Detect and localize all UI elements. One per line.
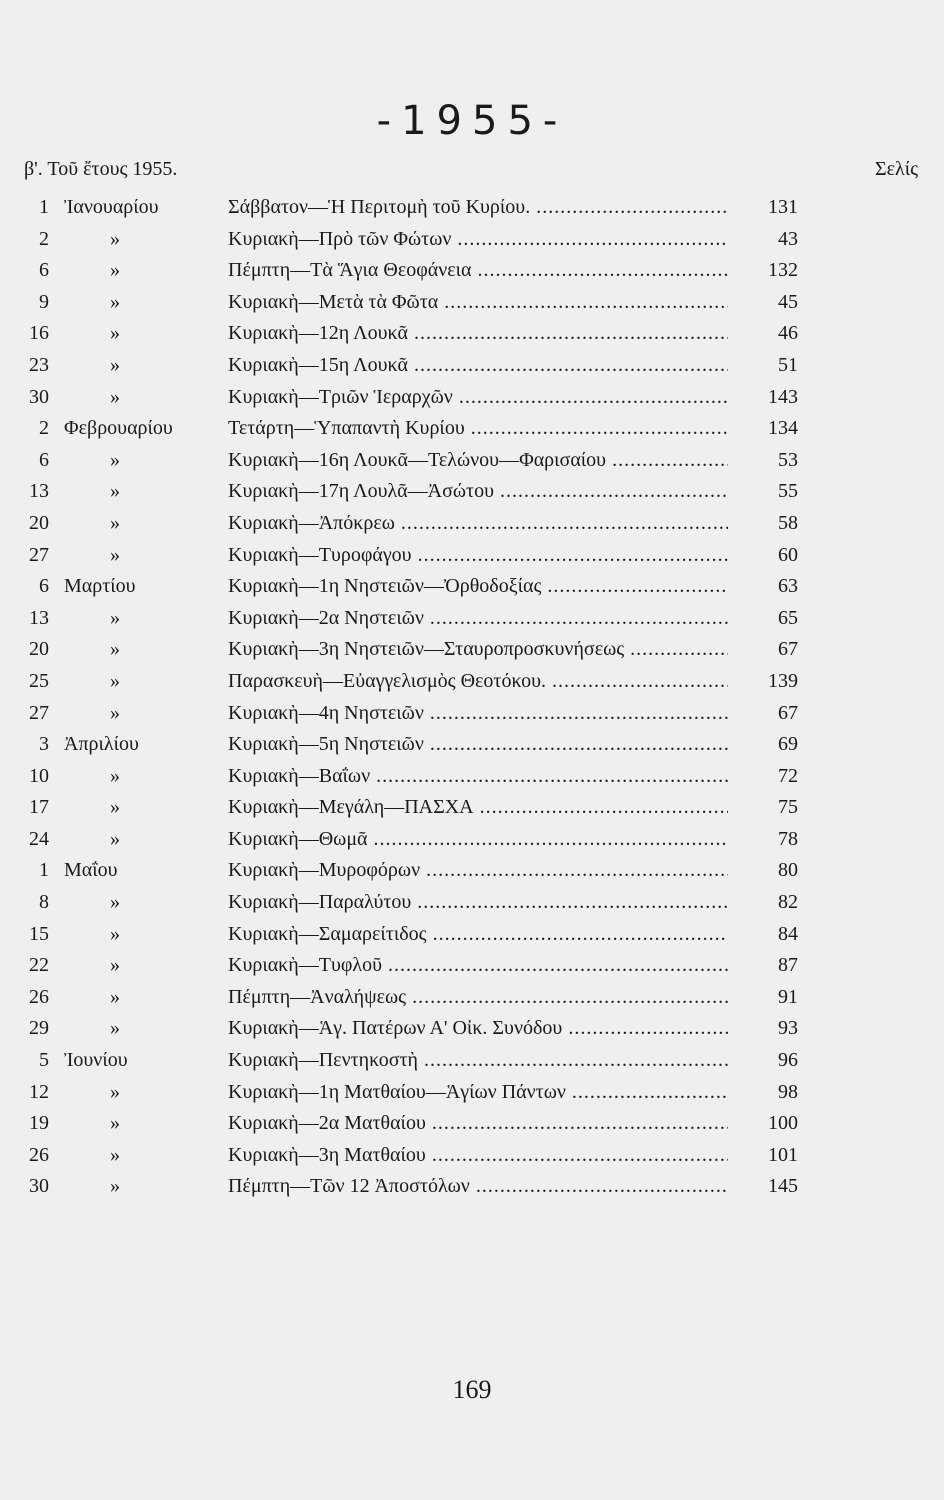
month-name: »: [110, 1080, 120, 1103]
day-number: 22: [29, 954, 49, 977]
day-number: 29: [29, 1017, 49, 1040]
list-item: [0, 792, 944, 824]
page-reference: 91: [778, 985, 798, 1008]
day-number: 6: [39, 575, 49, 598]
list-item: [0, 1140, 944, 1172]
day-number: 20: [29, 638, 49, 661]
month-name: »: [110, 669, 120, 692]
page-reference: 60: [778, 543, 798, 566]
page-reference: 143: [768, 385, 798, 408]
list-item: [0, 1045, 944, 1077]
page-reference: 75: [778, 796, 798, 819]
page-reference: 132: [768, 259, 798, 282]
feast-title: Κυριακὴ—5η Νηστειῶν .....: [228, 729, 728, 761]
month-name: Φεβρουαρίου: [64, 417, 173, 440]
feast-title: Κυριακὴ—Τριῶν Ἱεραρχῶν .....: [228, 382, 728, 414]
page-reference: 87: [778, 954, 798, 977]
feast-title: Κυριακὴ—Μεγάλη—ΠΑΣΧΑ .....: [228, 792, 728, 824]
month-name: »: [110, 638, 120, 661]
month-name: »: [110, 227, 120, 250]
page-reference: 43: [778, 227, 798, 250]
feast-title: Πέμπτη—Τὰ Ἅγια Θεοφάνεια .....: [228, 255, 728, 287]
list-item: [0, 255, 944, 287]
day-number: 27: [29, 701, 49, 724]
list-item: [0, 824, 944, 856]
day-number: 1: [39, 859, 49, 882]
day-number: 12: [29, 1080, 49, 1103]
list-item: [0, 1171, 944, 1203]
list-item: [0, 761, 944, 793]
feast-title: Κυριακὴ—Τυροφάγου .....: [228, 540, 728, 572]
feast-title: Κυριακὴ—Ἀπόκρεω .....: [228, 508, 728, 540]
page-reference: 69: [778, 733, 798, 756]
list-item: [0, 950, 944, 982]
list-item: [0, 887, 944, 919]
list-item: [0, 540, 944, 572]
page-reference: 96: [778, 1049, 798, 1072]
day-number: 6: [39, 448, 49, 471]
month-name: »: [110, 385, 120, 408]
month-name: »: [110, 827, 120, 850]
list-item: [0, 571, 944, 603]
page-reference: 100: [768, 1112, 798, 1135]
list-item: [0, 698, 944, 730]
feast-title: Κυριακὴ—Τυφλοῦ .....: [228, 950, 728, 982]
day-number: 1: [39, 196, 49, 218]
day-number: 13: [29, 480, 49, 503]
day-number: 9: [39, 290, 49, 313]
feast-title: Κυριακὴ—Βαΐων .....: [228, 761, 728, 793]
day-number: 30: [29, 385, 49, 408]
page-title-year: -1955-: [376, 98, 568, 144]
feast-title: Κυριακὴ—3η Νηστειῶν—Σταυροπροσκυνήσεως .....: [228, 634, 728, 666]
month-name: »: [110, 448, 120, 471]
feast-title: Κυριακὴ—Παραλύτου .....: [228, 887, 728, 919]
month-name: »: [110, 985, 120, 1008]
list-item: [0, 603, 944, 635]
day-number: 15: [29, 922, 49, 945]
month-name: Ἰανουαρίου: [64, 196, 159, 218]
list-item: [0, 982, 944, 1014]
list-item: [0, 1013, 944, 1045]
feast-title: Κυριακὴ—17η Λουλᾶ—Ἀσώτου .....: [228, 476, 728, 508]
day-number: 10: [29, 764, 49, 787]
page-reference: 72: [778, 764, 798, 787]
feast-title: Κυριακὴ—16η Λουκᾶ—Τελώνου—Φαρισαίου .....: [228, 445, 728, 477]
day-number: 26: [29, 1143, 49, 1166]
list-item: [0, 729, 944, 761]
page-reference: 53: [778, 448, 798, 471]
feast-title: Κυριακὴ—15η Λουκᾶ .....: [228, 350, 728, 382]
list-item: [0, 350, 944, 382]
feast-title: Κυριακὴ—Μετὰ τὰ Φῶτα .....: [228, 287, 728, 319]
day-number: 30: [29, 1175, 49, 1198]
month-name: »: [110, 480, 120, 503]
month-name: »: [110, 922, 120, 945]
list-item: [0, 192, 944, 224]
month-name: »: [110, 543, 120, 566]
feast-title: Κυριακὴ—1η Νηστειῶν—Ὀρθοδοξίας .....: [228, 571, 728, 603]
list-item: [0, 224, 944, 256]
month-name: »: [110, 701, 120, 724]
day-number: 27: [29, 543, 49, 566]
month-name: »: [110, 511, 120, 534]
feast-title: Κυριακὴ—2α Ματθαίου .....: [228, 1108, 728, 1140]
day-number: 8: [39, 891, 49, 914]
month-name: »: [110, 290, 120, 313]
month-name: »: [110, 353, 120, 376]
list-item: [0, 445, 944, 477]
feast-title: Κυριακὴ—12η Λουκᾶ .....: [228, 318, 728, 350]
month-name: »: [110, 259, 120, 282]
list-item: [0, 413, 944, 445]
day-number: 2: [39, 417, 49, 440]
day-number: 20: [29, 511, 49, 534]
page-reference: 67: [778, 638, 798, 661]
page-reference: 67: [778, 701, 798, 724]
day-number: 19: [29, 1112, 49, 1135]
day-number: 23: [29, 353, 49, 376]
page-number: 169: [452, 1375, 492, 1404]
day-number: 17: [29, 796, 49, 819]
feast-title: Κυριακὴ—Πρὸ τῶν Φώτων .....: [228, 224, 728, 256]
page-reference: 84: [778, 922, 798, 945]
month-name: »: [110, 764, 120, 787]
month-name: »: [110, 796, 120, 819]
list-item: [0, 318, 944, 350]
feast-title: Πέμπτη—Τῶν 12 Ἀποστόλων .....: [228, 1171, 728, 1203]
page-reference: 131: [768, 196, 798, 218]
list-item: [0, 1077, 944, 1109]
feast-list: [0, 192, 944, 1203]
month-name: Μαΐου: [64, 859, 118, 882]
day-number: 26: [29, 985, 49, 1008]
page-reference: 98: [778, 1080, 798, 1103]
list-item: [0, 634, 944, 666]
feast-title: Κυριακὴ—1η Ματθαίου—Ἁγίων Πάντων .....: [228, 1077, 728, 1109]
page-reference: 58: [778, 511, 798, 534]
page-reference: 134: [768, 417, 798, 440]
day-number: 2: [39, 227, 49, 250]
month-name: »: [110, 891, 120, 914]
list-item: [0, 855, 944, 887]
feast-title: Κυριακὴ—4η Νηστειῶν .....: [228, 698, 728, 730]
page-reference: 78: [778, 827, 798, 850]
month-name: Μαρτίου: [64, 575, 136, 598]
day-number: 5: [39, 1049, 49, 1072]
month-name: »: [110, 1143, 120, 1166]
feast-title: Παρασκευὴ—Εὐαγγελισμὸς Θεοτόκου. .....: [228, 666, 728, 698]
month-name: »: [110, 1175, 120, 1198]
page-reference: 93: [778, 1017, 798, 1040]
feast-title: Κυριακὴ—2α Νηστειῶν .....: [228, 603, 728, 635]
page-reference: 82: [778, 891, 798, 914]
list-item: [0, 919, 944, 951]
day-number: 6: [39, 259, 49, 282]
feast-title: Κυριακὴ—Θωμᾶ .....: [228, 824, 728, 856]
page-reference: 139: [768, 669, 798, 692]
feast-title: Κυριακὴ—Ἁγ. Πατέρων Α' Οἰκ. Συνόδου .....: [228, 1013, 728, 1045]
page-reference: 80: [778, 859, 798, 882]
feast-title: Σάββατον—Ἡ Περιτομὴ τοῦ Κυρίου. .....: [228, 192, 728, 224]
page-reference: 55: [778, 480, 798, 503]
page-reference: 46: [778, 322, 798, 345]
day-number: 25: [29, 669, 49, 692]
page-reference: 101: [768, 1143, 798, 1166]
feast-title: Κυριακὴ—3η Ματθαίου .....: [228, 1140, 728, 1172]
list-item: [0, 508, 944, 540]
page-reference: 51: [778, 353, 798, 376]
section-header: [24, 158, 918, 188]
day-number: 16: [29, 322, 49, 345]
list-item: [0, 1108, 944, 1140]
feast-title: Κυριακὴ—Πεντηκοστὴ .....: [228, 1045, 728, 1077]
page-reference: 145: [768, 1175, 798, 1198]
month-name: »: [110, 606, 120, 629]
month-name: Ἀπριλίου: [64, 733, 139, 756]
section-title: β'. Τοῦ ἔτους 1955.: [24, 158, 178, 180]
list-item: [0, 476, 944, 508]
page-reference: 63: [778, 575, 798, 598]
page-reference: 65: [778, 606, 798, 629]
feast-title: Τετάρτη—Ὑπαπαντὴ Κυρίου .....: [228, 413, 728, 445]
list-item: [0, 287, 944, 319]
list-item: [0, 382, 944, 414]
day-number: 24: [29, 827, 49, 850]
list-item: [0, 666, 944, 698]
feast-title: Κυριακὴ—Μυροφόρων .....: [228, 855, 728, 887]
feast-title: Πέμπτη—Ἀναλήψεως .....: [228, 982, 728, 1014]
month-name: »: [110, 1017, 120, 1040]
day-number: 3: [39, 733, 49, 756]
month-name: »: [110, 322, 120, 345]
month-name: »: [110, 1112, 120, 1135]
day-number: 13: [29, 606, 49, 629]
month-name: Ἰουνίου: [64, 1049, 128, 1072]
feast-title: Κυριακὴ—Σαμαρείτιδος .....: [228, 919, 728, 951]
pages-column-label: Σελίς: [874, 158, 918, 180]
month-name: »: [110, 954, 120, 977]
page-reference: 45: [778, 290, 798, 313]
